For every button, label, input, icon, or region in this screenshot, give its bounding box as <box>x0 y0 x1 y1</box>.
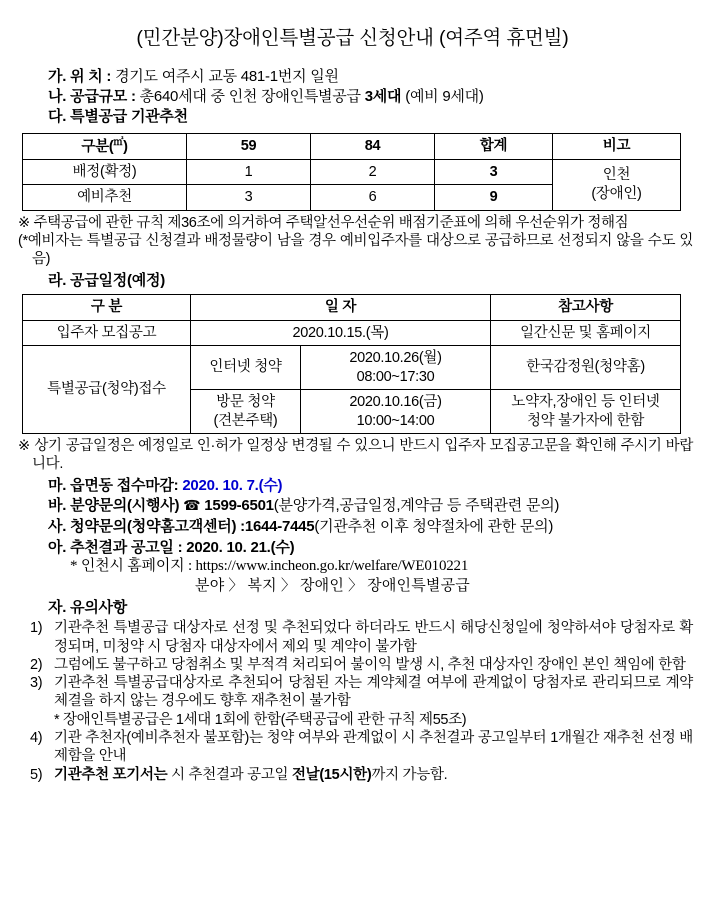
item-location <box>48 67 687 86</box>
allocation-note-1 <box>18 215 693 233</box>
header-category-close: ) <box>123 138 128 155</box>
schedule-row1-category: 입주자 모집공고 <box>23 320 191 346</box>
list-item <box>30 674 693 711</box>
header-total: 합계 <box>435 133 553 159</box>
schedule-row3-date-line2: 10:00~14:00 <box>356 412 435 429</box>
notice-text: 기관추천 특별공급대상자로 추천되어 당첨된 자는 계약체결 여부에 관계없이 당첨자로 관리되므로 계약체결을 하지 않는 경우에도 향후 재추천이 불가함 <box>54 675 693 710</box>
schedule-row3-method <box>191 390 301 434</box>
item-subscription-inquiry-number: 1644-7445 <box>244 518 315 536</box>
schedule-header-date: 일 자 <box>191 295 491 321</box>
breadcrumb: 분야 〉 복지 〉 장애인 〉 장애인특별공급 <box>195 577 470 594</box>
schedule-row1-date: 2020.10.15.(목) <box>191 320 491 346</box>
row-label-reserve: 예비추천 <box>23 185 187 211</box>
cell-assigned-84: 2 <box>311 159 435 185</box>
header-category-unit: ㎡ <box>113 136 124 148</box>
notice-bold-2: 전날(15시한) <box>291 766 372 783</box>
cell-reserve-84: 6 <box>311 185 435 211</box>
schedule-row3-remark <box>491 390 681 434</box>
telephone-icon: ☎ <box>183 498 201 515</box>
item-subscription-inquiry <box>48 517 687 536</box>
table-header-row <box>23 133 681 159</box>
incheon-homepage-label: * 인천시 홈페이지 : <box>70 557 196 574</box>
header-type-59: 59 <box>187 133 311 159</box>
notice-number: 5) <box>30 766 43 783</box>
item-deadline <box>48 476 687 495</box>
notice-text: 기관추천 특별공급 대상자로 선정 및 추천되었다 하더라도 반드시 해당신청일에 청약하셔야 당첨자로 확정되며, 미청약 시 당첨자 대상자에서 제외 및 계약이 불가함 <box>54 620 693 655</box>
notice-sub-note: * 장애인특별공급은 1세대 1회에 한함(주택공급에 관한 규칙 제55조) <box>54 711 467 728</box>
cell-reserve-total: 9 <box>435 185 553 211</box>
list-item <box>30 619 693 656</box>
notice-tail: 까지 가능함. <box>371 766 448 783</box>
schedule-row2-method: 인터넷 청약 <box>191 346 301 390</box>
item-supply-scale-count: 3세대 <box>364 88 402 106</box>
list-item <box>30 729 693 766</box>
schedule-note-1 <box>18 438 693 474</box>
notice-number: 4) <box>30 730 43 747</box>
list-item <box>30 656 693 674</box>
notice-text-mixed <box>54 766 693 784</box>
notice-mid: 시 추천결과 공고일 <box>167 766 292 783</box>
remark-line-2: (장애인) <box>591 185 642 202</box>
allocation-note-2 <box>18 233 693 269</box>
schedule-header-remark: 참고사항 <box>491 295 681 321</box>
table-row <box>23 346 681 390</box>
incheon-homepage-url[interactable]: https://www.incheon.go.kr/welfare/WE010221 <box>195 557 469 574</box>
cell-remark <box>553 159 681 210</box>
item-subscription-inquiry-suffix: (기관추천 이후 청약절차에 관한 문의) <box>314 518 554 536</box>
incheon-homepage-line <box>70 557 705 576</box>
schedule-note-1-text: ※ 상기 공급일정은 예정일로 인·허가 일정상 변경될 수 있으니 반드시 입주자 모집공고문을 확인해 주시기 바랍니다. <box>18 438 693 473</box>
schedule-group-label: 특별공급(청약)접수 <box>23 346 191 434</box>
item-subscription-inquiry-label: 사. 청약문의(청약홈고객센터) : <box>48 518 245 536</box>
notice-list <box>30 619 693 784</box>
schedule-heading-block <box>48 271 687 290</box>
item-result-announcement: 아. 추천결과 공고일 : 2020. 10. 21.(수) <box>48 538 295 556</box>
item-supply-scale-value-prefix: 총640세대 중 인천 장애인특별공급 <box>139 88 365 106</box>
table-row <box>23 320 681 346</box>
item-deadline-date: 2020. 10. 7.(수) <box>182 477 283 495</box>
item-location-label: 가. 위 치 : <box>48 67 116 85</box>
schedule-row2-remark: 한국감정원(청약홈) <box>491 346 681 390</box>
schedule-row2-date-line1: 2020.10.26(월) <box>349 350 442 367</box>
schedule-row3-method-line1: 방문 청약 <box>216 394 275 411</box>
item-deadline-label: 마. 읍면동 접수마감: <box>48 477 183 495</box>
notice-text: 기관 추천자(예비추천자 불포함)는 청약 여부와 관계없이 시 추천결과 공고일부터 1개월간 재추천 선정 배제함을 안내 <box>54 730 693 765</box>
cell-assigned-59: 1 <box>187 159 311 185</box>
schedule-row3-date <box>301 390 491 434</box>
item-sales-inquiry-suffix: (분양가격,공급일정,계약금 등 주택관련 문의) <box>273 497 560 515</box>
notice-number: 3) <box>30 675 43 692</box>
notice-number: 1) <box>30 620 43 637</box>
cell-assigned-total: 3 <box>435 159 553 185</box>
row-label-assigned: 배정(확정) <box>23 159 187 185</box>
item-supply-scale-value-suffix: (예비 9세대) <box>401 88 484 106</box>
notice-bold-1: 기관추천 포기서는 <box>54 766 168 783</box>
schedule-row1-remark: 일간신문 및 홈페이지 <box>491 320 681 346</box>
schedule-row3-date-line1: 2020.10.16(금) <box>349 394 442 411</box>
schedule-row2-date <box>301 346 491 390</box>
schedule-row3-remark-line1: 노약자,장애인 등 인터넷 <box>511 394 660 411</box>
schedule-row3-remark-line2: 청약 불가자에 한함 <box>526 412 645 429</box>
list-item <box>30 766 693 784</box>
item-supply-scale-label: 나. 공급규모 : <box>48 88 140 106</box>
cell-reserve-59: 3 <box>187 185 311 211</box>
allocation-note-1-text: ※ 주택공급에 관한 규칙 제36조에 의거하여 주택알선우선순위 배점기준표에 의해 우선순위가 정해짐 <box>18 214 629 231</box>
page-title: (민간분양)장애인특별공급 신청안내 (여주역 휴먼빌) <box>136 27 569 49</box>
allocation-note-2-text: (*예비자는 특별공급 신청결과 배정물량이 남을 경우 예비입주자를 대상으로 공급하므로 선정되지 않을 수도 있음) <box>18 232 693 267</box>
schedule-row2-date-line2: 08:00~17:30 <box>356 368 435 385</box>
summary-items <box>48 67 687 127</box>
item-sales-inquiry-label: 바. 분양문의(시행사) <box>48 497 184 515</box>
contact-items <box>48 476 687 556</box>
header-type-84: 84 <box>311 133 435 159</box>
schedule-header-category: 구 분 <box>23 295 191 321</box>
header-remark: 비고 <box>553 133 681 159</box>
item-location-value: 경기도 여주시 교동 481-1번지 일원 <box>115 67 339 85</box>
table-header-row <box>23 295 681 321</box>
item-cautions-heading: 자. 유의사항 <box>48 599 128 617</box>
notice-number: 2) <box>30 656 43 673</box>
item-special-supply-heading: 다. 특별공급 기관추천 <box>48 108 188 126</box>
schedule-table <box>22 294 681 434</box>
table-row <box>23 159 681 185</box>
item-sales-inquiry-number: 1599-6501 <box>200 497 274 515</box>
notice-text: 그럼에도 불구하고 당첨취소 및 부적격 처리되어 불이익 발생 시, 추천 대상자인 장애인 본인 책임에 한함 <box>54 656 686 673</box>
header-category <box>23 133 187 159</box>
remark-line-1: 인천 <box>602 167 631 184</box>
item-sales-inquiry <box>48 496 687 516</box>
cautions-heading-block <box>48 598 687 617</box>
header-category-text: 구분( <box>81 138 114 155</box>
allocation-table <box>22 133 681 211</box>
item-supply-scale <box>48 87 687 106</box>
item-schedule-heading: 라. 공급일정(예정) <box>48 271 166 289</box>
schedule-row3-method-line2: (견본주택) <box>213 412 278 429</box>
